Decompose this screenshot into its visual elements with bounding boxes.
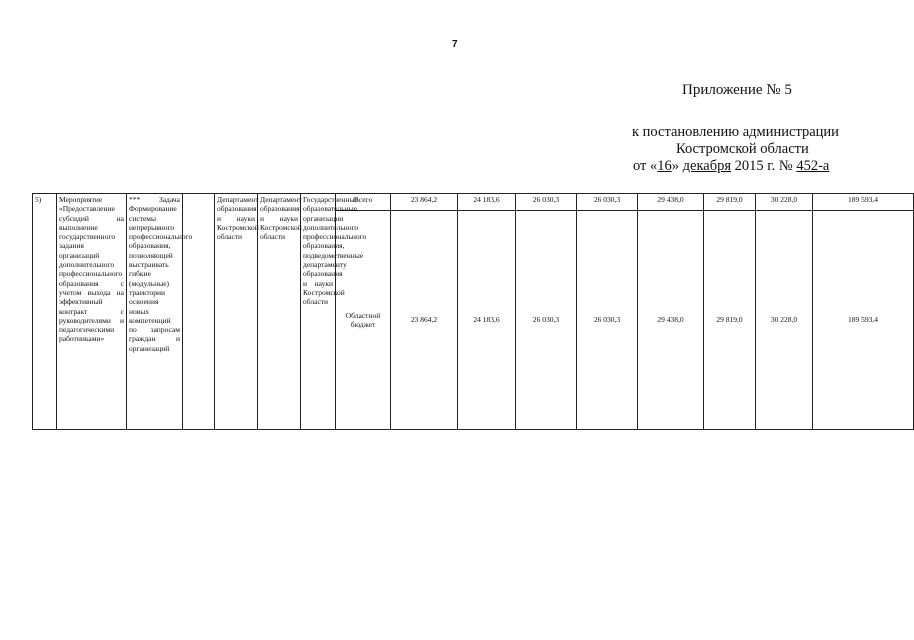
regional-2015: 24 183,6: [458, 211, 516, 430]
table-row: [33, 194, 914, 211]
regional-2020: 30 228,0: [756, 211, 813, 430]
measure-cell: Мероприятие «Предоставление субсидий на выполнение государственного задания организаций дополнительного профессионального образования с учетом выхода на эффективный контракт с руководителями и педагогическими работниками»: [57, 194, 127, 430]
total-2016: 26 030,3: [516, 194, 577, 211]
recipient-cell: Государственные образовательные организации дополнительного профессионального образования, подведомственные департаменту образования и науки Костромской области: [301, 194, 336, 430]
total-2014: 23 864,2: [391, 194, 458, 211]
funding-source-total: Всего: [336, 194, 391, 211]
date-year: 2015 г. №: [731, 158, 797, 174]
resolution-caption: к постановлению администрации: [632, 124, 839, 140]
row-index: 5): [33, 194, 57, 430]
total-2019: 29 819,0: [704, 194, 756, 211]
appendix-title: Приложение № 5: [682, 82, 792, 98]
regional-2019: 29 819,0: [704, 211, 756, 430]
date-month: декабря: [682, 158, 732, 174]
coexecutor-cell: Департамент образования и науки Костромской области: [258, 194, 301, 430]
total-sum: 189 593,4: [813, 194, 914, 211]
regional-2018: 29 438,0: [638, 211, 704, 430]
program-table: [32, 193, 914, 430]
regional-sum: 189 593,4: [813, 211, 914, 430]
date-mid: »: [671, 158, 683, 174]
resolution-number: 452-а: [796, 158, 830, 174]
task-cell: *** Задача Формирование системы непрерывного профессионального образования, позволяющей выстраивать гибкие (модульные) траектории освоения новых компетенций по запросам граждан и организаций: [127, 194, 183, 430]
region-caption: Костромской области: [676, 141, 809, 157]
executor-cell: Департамент образования и науки Костромской области: [215, 194, 258, 430]
date-prefix: от «: [633, 158, 658, 174]
total-2015: 24 183,6: [458, 194, 516, 211]
total-2018: 29 438,0: [638, 194, 704, 211]
date-day: 16: [657, 158, 672, 174]
total-2020: 30 228,0: [756, 194, 813, 211]
resolution-date-line: [633, 158, 829, 175]
total-2017: 26 030,3: [577, 194, 638, 211]
regional-2016: 26 030,3: [516, 211, 577, 430]
page-number: 7: [452, 39, 458, 50]
regional-2014: 23 864,2: [391, 211, 458, 430]
regional-2017: 26 030,3: [577, 211, 638, 430]
funding-source-regional: Областной бюджет: [336, 211, 391, 430]
spacer-cell: [183, 194, 215, 430]
